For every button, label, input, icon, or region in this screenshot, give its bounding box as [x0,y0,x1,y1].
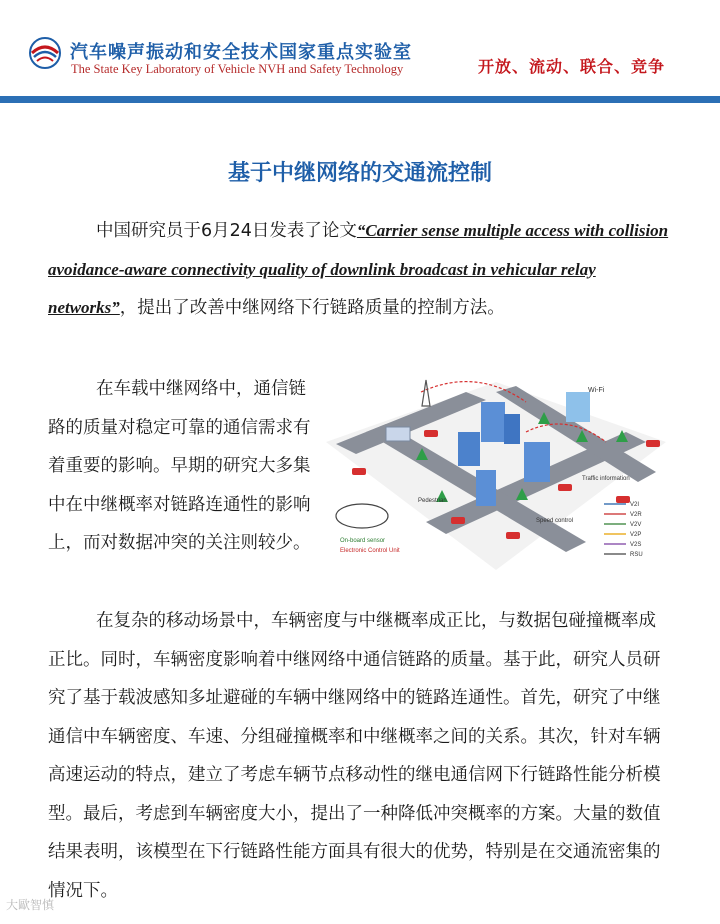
lab-name-cn: 汽车噪声振动和安全技术国家重点实验室 [70,42,412,63]
speed-label: Speed control [536,518,574,524]
sensor-label: On-board sensor [340,538,386,544]
lab-motto: 开放、流动、联合、竞争 [478,57,666,76]
legend-label: V2S [630,542,642,548]
paper-title-link[interactable]: “Carrier sense multiple access with collision avoidance-aware connectivity quality of downlink broadcast in vehicular relay networks” [48,221,669,317]
pedestrian-label: Pedestrian [418,498,447,504]
paragraph-1-tail: ，提出了改善中继网络下行链路质量的控制方法。 [119,298,505,318]
paragraph-3-text: 在复杂的移动场景中，车辆密度与中继概率成正比，与数据包碰撞概率成正比。同时，车辆密度影响着中继网络中通信链路的质量。基于此，研究人员研究了基于载波感知多址避碰的车辆中继网络中的链路连通性。首先，研究了中继通信中车辆密度、车速、分组碰撞概率和中继概率之间的关系。其次，针对车辆高速运动的特点，建立了考虑车辆节点移动性的继电通信网下行链路性能分析模型。最后，考虑到车辆密度大小，提出了一种降低冲突概率的方案。大量的数值结果表明，该模型在下行链路性能方面具有很大的优势，特别是在交通流密集的情况下。 [48,611,661,901]
vehicular-network-illustration [326,372,666,570]
figure-legend [604,502,643,558]
watermark: 大歐智慎 [6,898,55,912]
legend-label: RSU [630,552,643,558]
legend-label: V2I [630,502,640,508]
lab-logo-icon [28,36,62,70]
paragraph-2 [48,370,318,563]
article-title: 基于中继网络的交通流控制 [227,161,492,186]
lab-name-en: The State Key Laboratory of Vehicle NVH and Safety Technology [71,62,404,76]
paragraph-1 [48,212,672,328]
legend-label: V2P [630,532,642,538]
paragraph-2-text: 在车载中继网络中，通信链路的质量对稳定可靠的通信需求有着重要的影响。早期的研究大多集中在中继概率对链路连通性的影响上，而对数据冲突的关注则较少。 [48,379,311,553]
page-header [0,0,720,96]
paragraph-3 [48,602,672,910]
legend-label: V2R [630,512,642,518]
wifi-label: Wi-Fi [588,387,605,394]
traffic-label: Traffic information [582,476,630,482]
building-shape [481,402,505,442]
paragraph-1-lead: 中国研究员于6月24日发表了论文 [96,221,357,241]
legend-label: V2V [630,522,642,528]
ecu-label: Electronic Control Unit [340,548,400,554]
header-divider [0,96,720,103]
